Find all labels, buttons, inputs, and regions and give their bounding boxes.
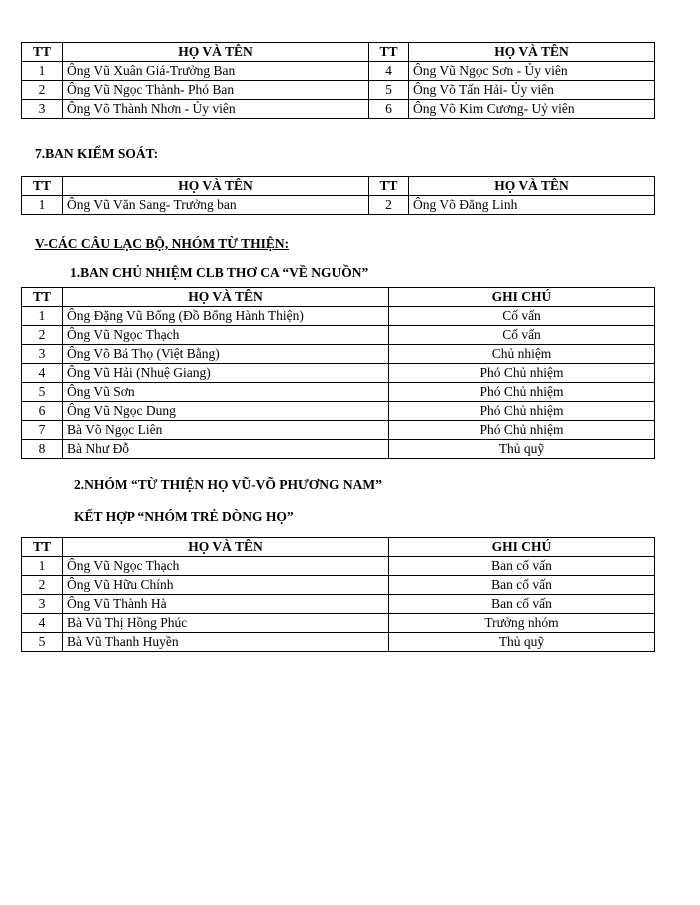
cell-tt: 4: [22, 364, 63, 383]
cell-tt: 4: [22, 614, 63, 633]
table-row: [22, 421, 655, 440]
control-board-table: [21, 176, 655, 215]
cell-name: Bà Vũ Thị Hồng Phúc: [63, 614, 389, 633]
cell-note: Chủ nhiệm: [389, 345, 655, 364]
section-v-title: V-CÁC CÂU LẠC BỘ, NHÓM TỪ THIỆN:: [35, 236, 290, 251]
cell-note: Trưởng nhóm: [389, 614, 655, 633]
cell-tt: 1: [22, 196, 63, 215]
cell-name: Bà Võ Ngọc Liên: [63, 421, 389, 440]
cell-note: Thủ quỹ: [389, 440, 655, 459]
cell-note: Phó Chủ nhiệm: [389, 402, 655, 421]
cell-name: Ông Vũ Văn Sang- Trưởng ban: [63, 196, 369, 215]
table-row: [22, 364, 655, 383]
section-7-title: 7.BAN KIỂM SOÁT:: [35, 146, 159, 161]
cell-name: Ông Võ Kim Cương- Uỷ viên: [409, 100, 655, 119]
table-header-row: [22, 177, 655, 196]
cell-tt: 6: [369, 100, 409, 119]
table-row: [22, 307, 655, 326]
col-tt: TT: [22, 43, 63, 62]
col-name: HỌ VÀ TÊN: [63, 288, 389, 307]
cell-name: Bà Như Đỗ: [63, 440, 389, 459]
charity-group-table: [21, 537, 655, 652]
cell-name: Ông Vũ Sơn: [63, 383, 389, 402]
col-note: GHI CHÚ: [389, 288, 655, 307]
cell-tt: 1: [22, 62, 63, 81]
table-row: [22, 326, 655, 345]
table-header-row: [22, 43, 655, 62]
cell-name: Ông Vũ Hải (Nhuệ Giang): [63, 364, 389, 383]
col-name: HỌ VÀ TÊN: [409, 43, 655, 62]
cell-name: Ông Vũ Ngọc Thạch: [63, 557, 389, 576]
col-tt: TT: [22, 177, 63, 196]
cell-name: Ông Vũ Ngọc Thành- Phó Ban: [63, 81, 369, 100]
cell-name: Ông Vũ Thành Hà: [63, 595, 389, 614]
cell-tt: 4: [369, 62, 409, 81]
table-row: [22, 345, 655, 364]
cell-note: Cố vấn: [389, 326, 655, 345]
cell-tt: 3: [22, 595, 63, 614]
table-row: [22, 440, 655, 459]
cell-tt: 2: [22, 326, 63, 345]
cell-note: Phó Chủ nhiệm: [389, 364, 655, 383]
table-row: [22, 383, 655, 402]
cell-note: Phó Chủ nhiệm: [389, 383, 655, 402]
col-name: HỌ VÀ TÊN: [63, 177, 369, 196]
cell-name: Ông Vũ Xuân Giá-Trưởng Ban: [63, 62, 369, 81]
col-tt: TT: [22, 288, 63, 307]
cell-tt: 1: [22, 307, 63, 326]
cell-name: Ông Vũ Ngọc Sơn - Ủy viên: [409, 62, 655, 81]
cell-note: Ban cố vấn: [389, 595, 655, 614]
table-row: [22, 402, 655, 421]
cell-tt: 1: [22, 557, 63, 576]
cell-name: Ông Vũ Ngọc Thạch: [63, 326, 389, 345]
col-name: HỌ VÀ TÊN: [63, 43, 369, 62]
club-1-title: 1.BAN CHỦ NHIỆM CLB THƠ CA “VỀ NGUỒN”: [70, 265, 369, 280]
cell-tt: 3: [22, 345, 63, 364]
col-name: HỌ VÀ TÊN: [409, 177, 655, 196]
cell-tt: 5: [369, 81, 409, 100]
cell-note: Phó Chủ nhiệm: [389, 421, 655, 440]
cell-tt: 6: [22, 402, 63, 421]
club-board-table: [21, 287, 655, 459]
cell-note: Cố vấn: [389, 307, 655, 326]
cell-name: Bà Vũ Thanh Huyền: [63, 633, 389, 652]
table-row: [22, 62, 655, 81]
table-row: [22, 614, 655, 633]
cell-tt: 2: [369, 196, 409, 215]
col-tt: TT: [369, 177, 409, 196]
cell-tt: 2: [22, 81, 63, 100]
col-note: GHI CHÚ: [389, 538, 655, 557]
group-2-title: 2.NHÓM “TỪ THIỆN HỌ VŨ-VÕ PHƯƠNG NAM”: [74, 477, 382, 492]
col-tt: TT: [369, 43, 409, 62]
cell-tt: 5: [22, 633, 63, 652]
table-row: [22, 100, 655, 119]
cell-tt: 5: [22, 383, 63, 402]
table-row: [22, 576, 655, 595]
cell-tt: 7: [22, 421, 63, 440]
board-table: [21, 42, 655, 119]
cell-tt: 2: [22, 576, 63, 595]
cell-note: Ban cố vấn: [389, 557, 655, 576]
cell-name: Ông Võ Thành Nhơn - Ủy viên: [63, 100, 369, 119]
cell-name: Ông Vũ Ngọc Dung: [63, 402, 389, 421]
table-row: [22, 196, 655, 215]
table-row: [22, 81, 655, 100]
cell-tt: 8: [22, 440, 63, 459]
col-name: HỌ VÀ TÊN: [63, 538, 389, 557]
cell-note: Thủ quỹ: [389, 633, 655, 652]
cell-name: Ông Võ Đăng Linh: [409, 196, 655, 215]
table-header-row: [22, 288, 655, 307]
cell-name: Ông Võ Tấn Hải- Ủy viên: [409, 81, 655, 100]
table-row: [22, 557, 655, 576]
table-row: [22, 595, 655, 614]
cell-name: Ông Vũ Hữu Chính: [63, 576, 389, 595]
cell-tt: 3: [22, 100, 63, 119]
group-2-subtitle: KẾT HỢP “NHÓM TRẺ DÒNG HỌ”: [74, 509, 294, 524]
col-tt: TT: [22, 538, 63, 557]
table-row: [22, 633, 655, 652]
table-header-row: [22, 538, 655, 557]
cell-name: Ông Võ Bá Thọ (Việt Bằng): [63, 345, 389, 364]
cell-note: Ban cố vấn: [389, 576, 655, 595]
cell-name: Ông Đặng Vũ Bổng (Đồ Bổng Hành Thiện): [63, 307, 389, 326]
